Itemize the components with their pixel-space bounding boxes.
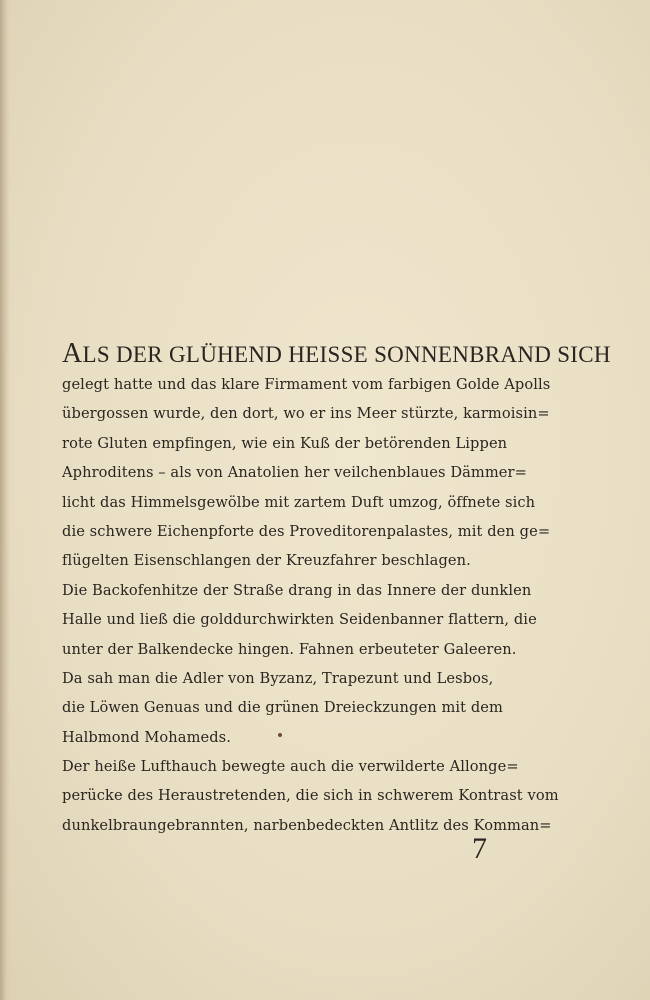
paper-speck: [278, 733, 282, 737]
opening-initial: A: [62, 338, 83, 369]
text-line: Der heiße Lufthauch bewegte auch die verwilderte Allonge=: [62, 758, 519, 776]
text-line: unter der Balkendecke hingen. Fahnen erbeuteter Galeeren.: [62, 640, 517, 658]
page-number: 7: [472, 832, 487, 865]
text-line: flügelten Eisenschlangen der Kreuzfahrer beschlagen.: [62, 552, 471, 570]
text-line: die Löwen Genuas und die grünen Dreieckzungen mit dem: [62, 699, 503, 717]
text-line: die schwere Eichenpforte des Proveditorenpalastes, mit den ge=: [62, 522, 551, 540]
text-block: [62, 338, 611, 840]
opening-rest: LS DER GLÜHEND HEISSE SONNENBRAND SICH: [82, 342, 611, 367]
binding-edge: [0, 0, 10, 1000]
text-line: Aphroditens – als von Anatolien her veilchenblaues Dämmer=: [62, 464, 527, 482]
text-line: licht das Himmelsgewölbe mit zartem Duft umzog, öffnete sich: [62, 493, 536, 511]
text-line: gelegt hatte und das klare Firmament vom farbigen Golde Apolls: [62, 376, 551, 393]
text-line: Da sah man die Adler von Byzanz, Trapezunt und Lesbos,: [62, 669, 494, 687]
text-line: Die Backofenhitze der Straße drang in das Innere der dunklen: [62, 581, 532, 599]
text-line: dunkelbraungebrannten, narbenbedeckten Antlitz des Komman=: [62, 816, 552, 834]
opening-line: [62, 338, 611, 370]
text-line: rote Gluten empfingen, wie ein Kuß der betörenden Lippen: [62, 434, 508, 452]
text-line: Halle und ließ die golddurchwirkten Seidenbanner flattern, die: [62, 611, 537, 629]
text-line: Halbmond Mohameds.: [62, 728, 232, 746]
text-line: übergossen wurde, den dort, wo er ins Meer stürzte, karmoisin=: [62, 405, 550, 423]
text-line: perücke des Heraustretenden, die sich in schwerem Kontrast vom: [62, 787, 559, 805]
